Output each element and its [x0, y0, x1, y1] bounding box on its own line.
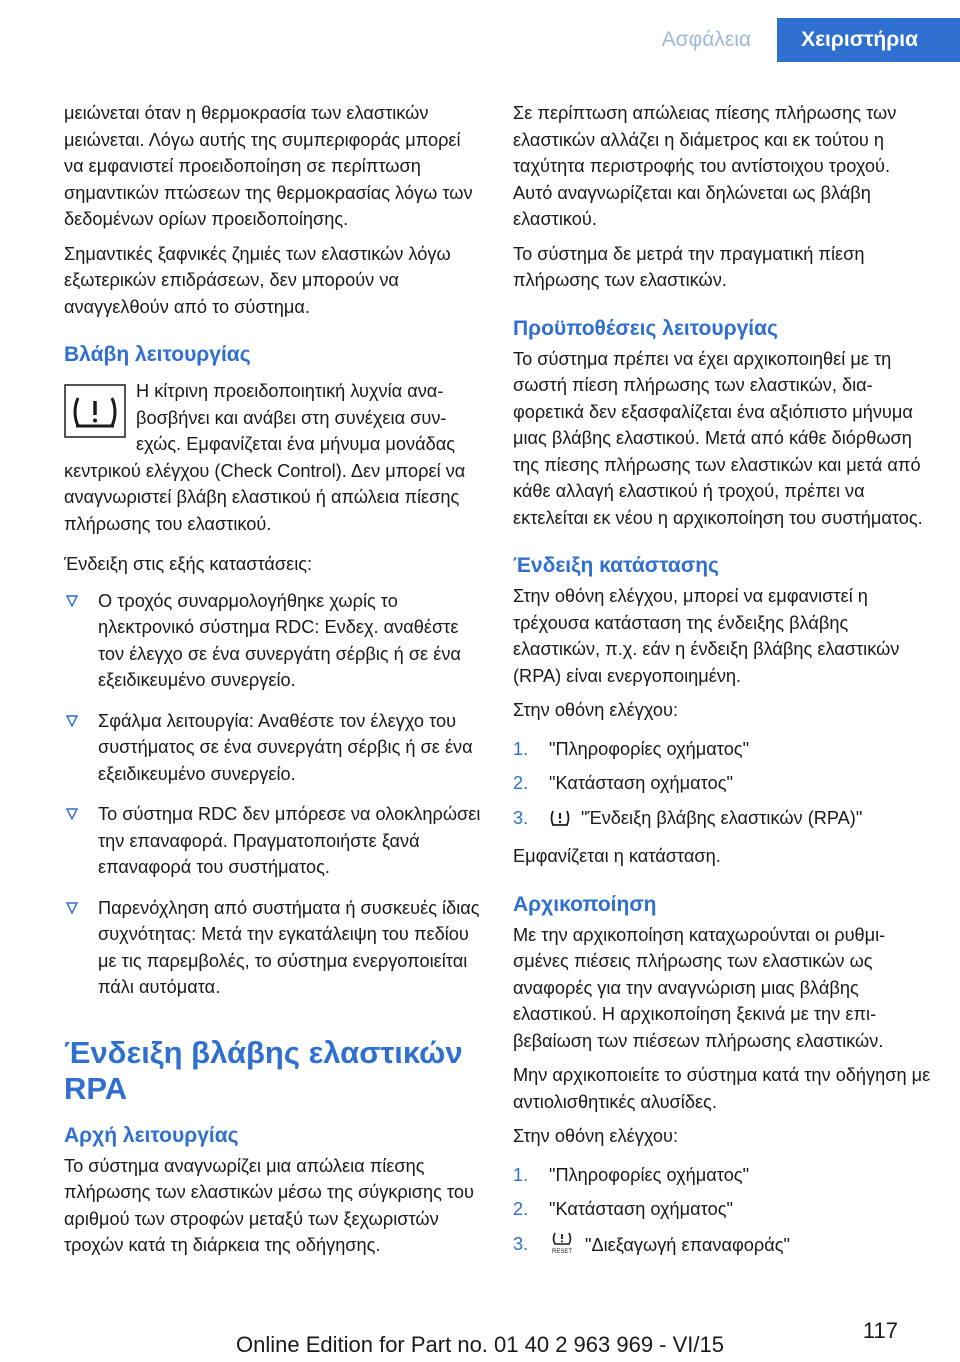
heading-principle: Αρχή λειτουργίας [64, 1123, 239, 1147]
page-number: 117 [862, 1318, 898, 1343]
paragraph: Σε περίπτωση απώλειας πίεσης πλήρωσης των ελαστικών αλλάζει η διάμετρος και εκ τούτου η ταχύτητα περιστροφής του αντίστοιχου τροχού. Αυτό αναγνωρίζεται και δηλώνεται ως βλάβη ελαστικού. [513, 103, 897, 229]
warning-text: Η κίτρινη προειδοποιητική λυχνία αναβοσβήνει και ανάβει στη συνέχεια συνεχώς. Εμφανίζεται ένα μήνυμα μονάδας κεντρικού ελέγχου (Check Control). Δεν μπορεί να αναγνωριστεί βλάβη ελαστικού ή απώλεια πίεσης πλήρωσης του ελαστικού. [64, 381, 466, 534]
paragraph: Το σύστημα δε μετρά την πραγματική πίεση πλήρωσης των ελαστικών. [513, 243, 865, 290]
init-steps [513, 1162, 933, 1263]
tire-pressure-warning-icon [64, 384, 126, 438]
onscreen-intro: Στην οθόνη ελέγχου: [513, 700, 679, 720]
tire-warning-small-icon [549, 808, 571, 836]
list-item: 2. "Κατάσταση οχήματος" [513, 773, 733, 793]
heading-initialization: Αρχικοποίηση [513, 892, 657, 916]
paragraph: Σημαντικές ξαφνικές ζημιές των ελαστικών λόγω εξωτερικών επιδράσεων, δεν μπορούν να αναγγελθούν από το σύστημα. [64, 243, 451, 317]
heading-prerequisites: Προϋποθέσεις λειτουργίας [513, 316, 778, 340]
right-column [513, 100, 933, 1270]
heading-malfunction: Βλάβη λειτουργίας [64, 343, 251, 366]
paragraph: Το σύστημα αναγνωρίζει μια απώλεια πίεσης πλήρωσης των ελαστικών μέσω της σύγκρισης του αριθμού των στροφών μεταξύ των ξεχωριστών τροχών κατά τη διάρκεια της οδήγησης. [64, 1155, 474, 1255]
status-steps [513, 736, 933, 836]
list-item: 2. "Κατάσταση οχήματος" [513, 1199, 733, 1219]
list-item: Το σύστημα RDC δεν μπόρεσε να ολοκληρώσει την επαναφορά. Πραγματοποιήστε ξανά επαναφορά του συστήματος. [64, 801, 484, 881]
heading-rpa: Ένδειξη βλάβης ελαστικών RPA [64, 1034, 463, 1106]
paragraph: Μην αρχικοποιείτε το σύστημα κατά την οδήγηση με αντιολισθητικές αλυσίδες. [513, 1065, 931, 1112]
left-column [64, 100, 484, 1267]
triangle-bullet-icon [66, 595, 78, 607]
reset-label: RESET [551, 1248, 573, 1255]
list-item: 3. RESET "Διεξαγωγή επαναφοράς" [513, 1231, 933, 1263]
indication-intro: Ένδειξη στις εξής καταστάσεις: [64, 554, 313, 574]
paragraph: Εμφανίζεται η κατάσταση. [513, 846, 721, 866]
list-item: Παρενόχληση από συστήματα ή συσκευές ίδιας συχνότητας: Μετά την εγκατάλειψη του πεδίου με τις παρεμβολές, το σύστημα ενεργοποιείται πάλι αυτόματα. [64, 895, 484, 1001]
list-item: Ο τροχός συναρμολογήθηκε χωρίς το ηλεκτρονικό σύστημα RDC: Ενδεχ. αναθέστε τον έλεγχο σε ένα συνεργάτη σέρβις ή σε ένα εξειδικευμένο συνεργείο. [64, 588, 484, 694]
list-item: Σφάλμα λειτουργία: Αναθέστε τον έλεγχο του συστήματος σε ένα συνεργάτη σέρβις ή σε ένα εξειδικευμένο συνεργείο. [64, 708, 484, 788]
page-header [636, 18, 960, 62]
list-item: 1. "Πληροφορίες οχήματος" [513, 738, 750, 759]
list-item: 3. "Ένδειξη βλάβης ελαστικών (RPA)" [513, 805, 933, 836]
triangle-bullet-icon [66, 902, 78, 914]
paragraph: μειώνεται όταν η θερμοκρασία των ελαστικών μειώνεται. Λόγω αυτής της συμπεριφοράς μπορεί να εμφανιστεί προειδοποίηση σε περίπτωση σημαντικών πτώσεων της θερμοκρασίας λόγω των δεδομένων ορίων προειδοποίησης. [64, 103, 473, 229]
indication-list [64, 588, 484, 1001]
chapter-title: Χειριστήρια [777, 18, 960, 62]
triangle-bullet-icon [66, 808, 78, 820]
tire-reset-icon [549, 1231, 575, 1263]
section-title: Ασφάλεια [661, 28, 752, 51]
list-item: 1. "Πληροφορίες οχήματος" [513, 1164, 750, 1185]
paragraph: Στην οθόνη ελέγχου, μπορεί να εμφανιστεί η τρέχουσα κατάσταση της ένδειξης βλάβης ελαστικών, π.χ. εάν η ένδειξη βλάβης ελαστικών (RPA) είναι ενεργοποιημένη. [513, 586, 900, 686]
warning-block [64, 378, 484, 537]
heading-status: Ένδειξη κατάστασης [513, 554, 719, 577]
onscreen-intro: Στην οθόνη ελέγχου: [513, 1126, 679, 1146]
paragraph: Με την αρχικοποίηση καταχωρούνται οι ρυθμισμένες πιέσεις πλήρωσης των ελαστικών ως αναφορές για την αναγνώριση μιας βλάβης ελαστικού. Η αρχικοποίηση ξεκινά με την επιβεβαίωση των πιέσεων πλήρωσης ελαστικών. [513, 924, 886, 1051]
triangle-bullet-icon [66, 715, 78, 727]
paragraph: Το σύστημα πρέπει να έχει αρχικοποιηθεί με τη σωστή πίεση πλήρωσης των ελαστικών, διαφορετικά δεν εξασφαλίζεται ένα αξιόπιστο μήνυμα μιας βλάβης ελαστικού. Μετά από κάθε διόρθωση της πίεσης πλήρωσης των ελαστικών και μετά από κάθε αλλαγή ελαστικού ή τροχού, πρέπει να εκτελείται εκ νέου η αρχικοποίηση του συστήματος. [513, 348, 923, 528]
footer-edition: Online Edition for Part no. 01 40 2 963 969 - VI/15 [236, 1332, 724, 1357]
